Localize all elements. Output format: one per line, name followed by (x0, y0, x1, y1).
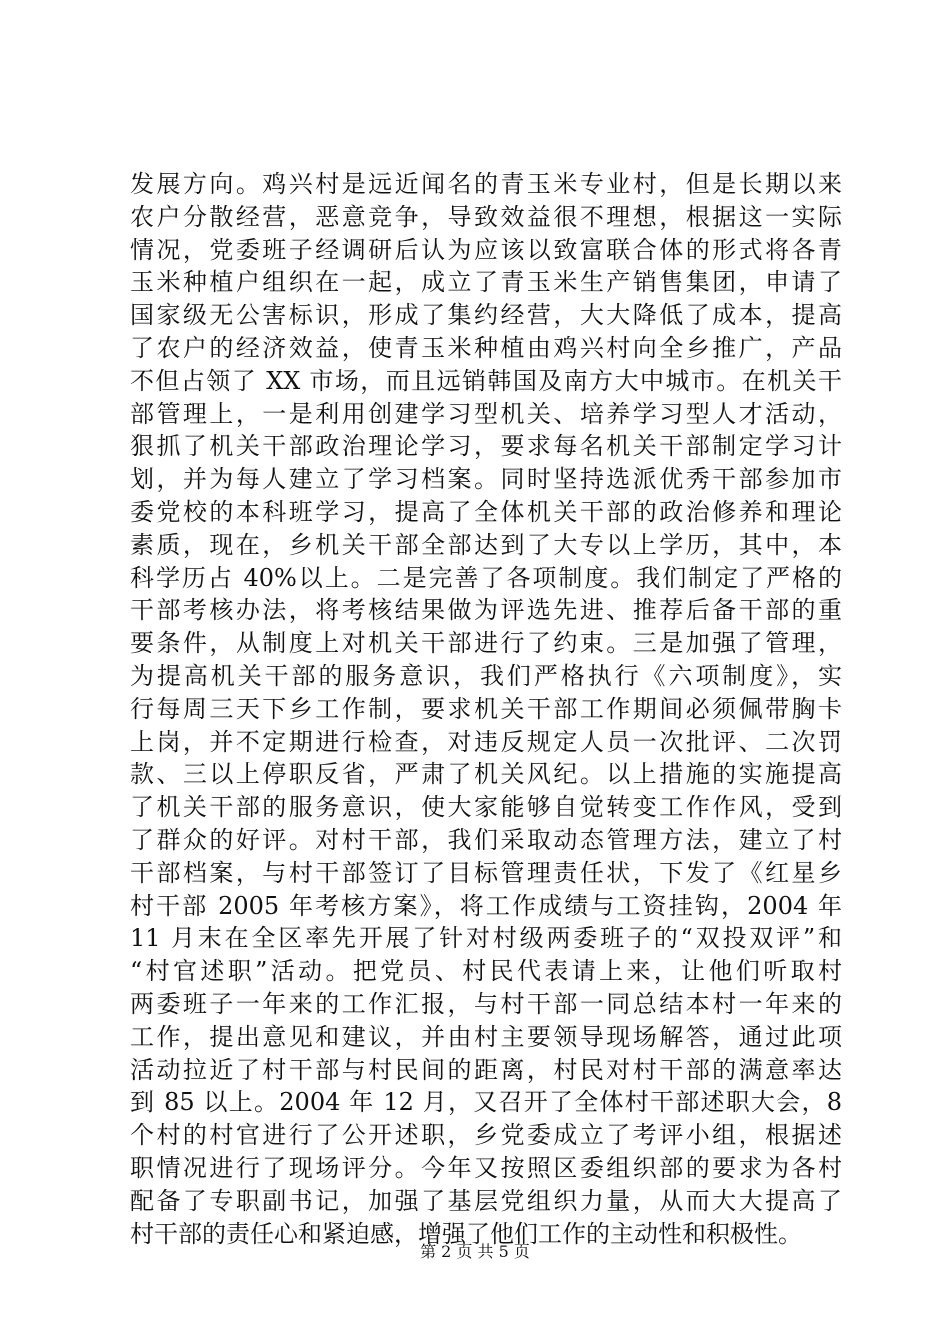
body-line: 上岗，并不定期进行检查，对违反规定人员一次批评、二次罚 (130, 727, 842, 756)
body-line: 国家级无公害标识，形成了集约经营，大大降低了成本，提高 (130, 301, 842, 330)
body-line: 村干部的责任心和紧迫感，增强了他们工作的主动性和积极性。 (130, 1219, 802, 1248)
body-line: 不但占领了 XX 市场，而且远销韩国及南方大中城市。在机关干 (130, 366, 842, 395)
body-line: 要条件，从制度上对机关干部进行了约束。三是加强了管理， (130, 629, 842, 658)
body-line: 行每周三天下乡工作制，要求机关干部工作期间必须佩带胸卡 (130, 694, 842, 723)
body-line: 到 85 以上。2004 年 12 月，又召开了全体村干部述职大会，8 (130, 1088, 842, 1117)
body-line: 工作，提出意见和建议，并由村主要领导现场解答，通过此项 (130, 1022, 842, 1051)
body-line: 为提高机关干部的服务意识，我们严格执行《六项制度》，实 (130, 661, 842, 690)
body-line: 配备了专职副书记，加强了基层党组织力量，从而大大提高了 (130, 1186, 842, 1215)
body-line: 村干部 2005 年考核方案》，将工作成绩与工资挂钩，2004 年 (130, 891, 842, 920)
body-line: 两委班子一年来的工作汇报，与村干部一同总结本村一年来的 (130, 989, 842, 1018)
page-footer: 第 2 页 共 5 页 (420, 1242, 530, 1261)
body-line: 狠抓了机关干部政治理论学习，要求每名机关干部制定学习计 (130, 432, 842, 461)
body-line: 部管理上，一是利用创建学习型机关、培养学习型人才活动， (130, 399, 842, 428)
body-line: 干部档案，与村干部签订了目标管理责任状，下发了《红星乡 (130, 858, 842, 887)
body-line: 发展方向。鸡兴村是远近闻名的青玉米专业村，但是长期以来 (130, 170, 842, 198)
body-line: 玉米种植户组织在一起，成立了青玉米生产销售集团，申请了 (130, 268, 842, 297)
body-line: “村官述职”活动。把党员、村民代表请上来，让他们听取村 (130, 957, 842, 986)
body-line: 职情况进行了现场评分。今年又按照区委组织部的要求为各村 (130, 1153, 842, 1182)
body-line: 农户分散经营，恶意竞争，导致效益很不理想，根据这一实际 (130, 202, 842, 231)
body-line: 情况，党委班子经调研后认为应该以致富联合体的形式将各青 (130, 235, 842, 264)
body-text (130, 168, 842, 1250)
body-line: 了机关干部的服务意识，使大家能够自觉转变工作作风，受到 (130, 793, 842, 822)
body-line: 划，并为每人建立了学习档案。同时坚持选派优秀干部参加市 (130, 465, 842, 494)
body-line: 个村的村官进行了公开述职，乡党委成立了考评小组，根据述 (130, 1121, 842, 1150)
body-line: 11 月末在全区率先开展了针对村级两委班子的“双投双评”和 (130, 924, 842, 953)
body-line: 素质，现在，乡机关干部全部达到了大专以上学历，其中，本 (130, 530, 842, 559)
body-line: 了群众的好评。对村干部，我们采取动态管理方法，建立了村 (130, 825, 842, 854)
body-line: 委党校的本科班学习，提高了全体机关干部的政治修养和理论 (130, 497, 842, 526)
body-line: 款、三以上停职反省，严肃了机关风纪。以上措施的实施提高 (130, 760, 842, 789)
body-line: 活动拉近了村干部与村民间的距离，村民对村干部的满意率达 (130, 1055, 842, 1084)
body-line: 干部考核办法，将考核结果做为评选先进、推荐后备干部的重 (130, 596, 842, 625)
body-line: 了农户的经济效益，使青玉米种植由鸡兴村向全乡推广，产品 (130, 333, 842, 362)
body-line: 科学历占 40%以上。二是完善了各项制度。我们制定了严格的 (130, 563, 842, 592)
